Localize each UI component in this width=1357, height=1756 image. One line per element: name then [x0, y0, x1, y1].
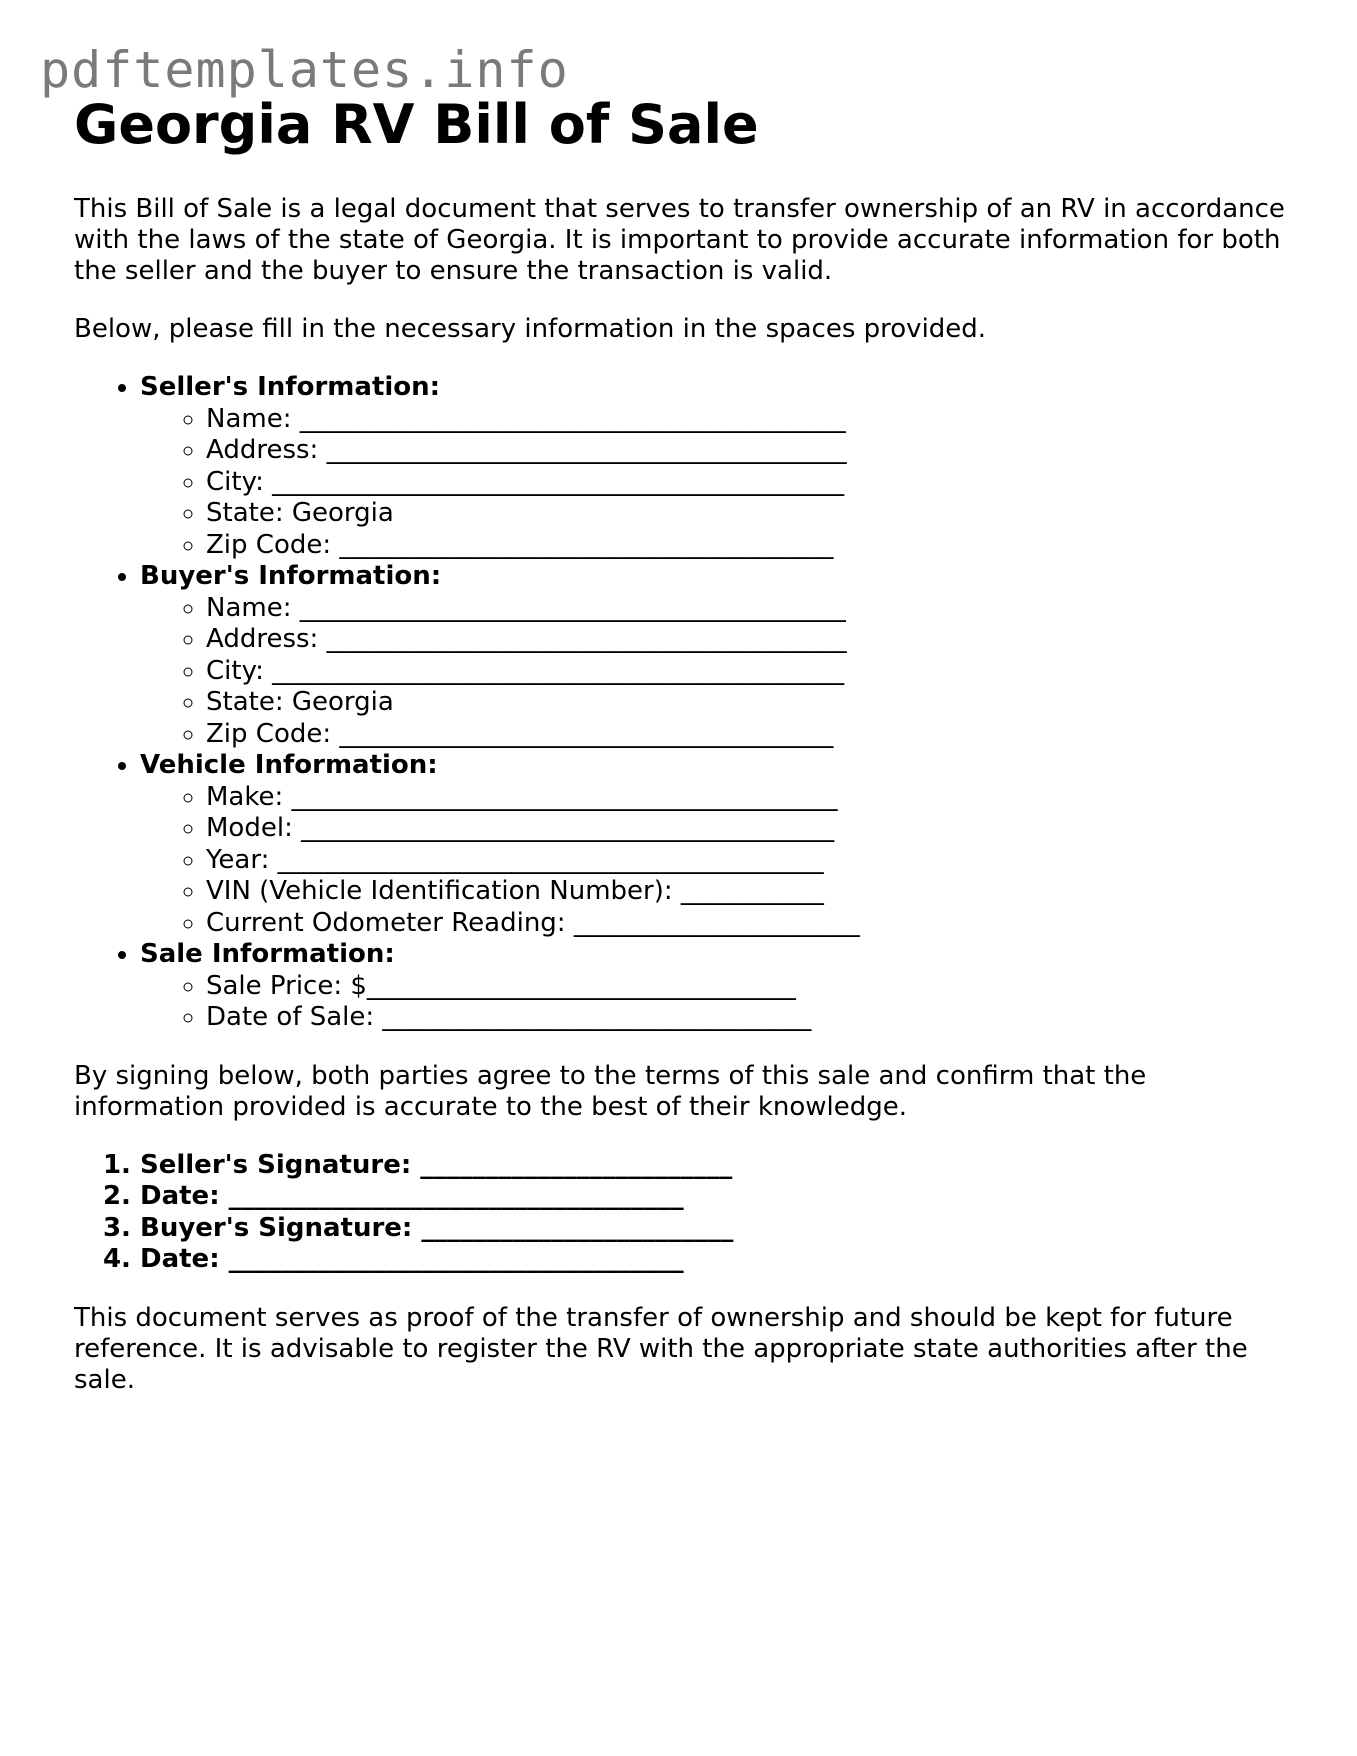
field-model: [206, 813, 1294, 845]
section-title: Buyer's Information:: [140, 561, 442, 591]
signature-blank[interactable]: ___________________________________: [228, 1181, 684, 1211]
field-year: [206, 845, 1294, 877]
field-label: VIN (Vehicle Identification Number):: [206, 876, 681, 906]
fill-in-line[interactable]: __________________________________________: [277, 844, 824, 875]
field-label: Address:: [206, 435, 327, 465]
field-seller-state: [206, 498, 1294, 530]
field-label: Name:: [206, 592, 300, 623]
section-title: Vehicle Information:: [140, 750, 438, 780]
buyer-date-line: [140, 1244, 1294, 1276]
fill-in-line[interactable]: ______________________: [573, 907, 860, 938]
field-label: State: Georgia: [206, 687, 394, 717]
section-vehicle: [140, 750, 1294, 939]
fill-in-line[interactable]: ____________________________________________: [272, 466, 845, 497]
section-title: Seller's Information:: [140, 372, 441, 402]
fill-in-line[interactable]: __________________________________________: [299, 403, 846, 434]
field-list: [140, 782, 1294, 940]
instruction-paragraph: Below, please fill in the necessary information in the spaces provided.: [74, 314, 987, 344]
section-seller: [140, 372, 1294, 561]
seller-signature-line: [140, 1150, 1294, 1182]
field-label: City:: [206, 655, 273, 686]
fill-in-line[interactable]: ______________________________________: [339, 718, 834, 749]
fill-in-line[interactable]: _________________________________________: [301, 813, 835, 843]
field-label: Make:: [206, 781, 292, 812]
field-label: City:: [206, 466, 273, 497]
field-buyer-city: [206, 656, 1294, 688]
field-seller-name: [206, 404, 1294, 436]
section-buyer: [140, 561, 1294, 750]
document-title: Georgia RV Bill of Sale: [74, 93, 759, 156]
signature-blank[interactable]: ________________________: [420, 1149, 733, 1180]
field-buyer-name: [206, 593, 1294, 625]
section-title: Sale Information:: [140, 939, 395, 969]
field-seller-city: [206, 467, 1294, 499]
section-sale: [140, 939, 1294, 1034]
signature-label: Date:: [140, 1244, 229, 1274]
fill-in-line[interactable]: ________________________________________: [326, 624, 847, 654]
field-list: [140, 404, 1294, 562]
signature-blank[interactable]: ________________________: [421, 1212, 734, 1243]
field-buyer-zip: [206, 719, 1294, 751]
fill-in-line[interactable]: __________________________________________: [299, 592, 846, 623]
field-label: Address:: [206, 624, 327, 654]
signature-list: [74, 1150, 1294, 1276]
signature-label: Date:: [140, 1181, 229, 1211]
field-list: [140, 593, 1294, 751]
signature-label: Buyer's Signature:: [140, 1212, 422, 1243]
field-label: Sale Price: $: [206, 970, 367, 1001]
field-label: Current Odometer Reading:: [206, 907, 574, 938]
closing-paragraph: This document serves as proof of the transfer of ownership and should be kept for future reference. It is advisable to register the RV with the appropriate state authorities after the sale.: [74, 1302, 1248, 1395]
field-label: Zip Code:: [206, 529, 340, 560]
fill-in-line[interactable]: _________________________________: [366, 970, 796, 1001]
information-sections: [74, 372, 1294, 1034]
fill-in-line[interactable]: ____________________________________________: [272, 655, 845, 686]
fill-in-line[interactable]: __________________________________________: [291, 781, 838, 812]
field-list: [140, 971, 1294, 1034]
fill-in-line[interactable]: ______________________________________: [339, 529, 834, 560]
field-buyer-address: [206, 624, 1294, 656]
intro-paragraph: This Bill of Sale is a legal document that serves to transfer ownership of an RV in accordance with the laws of the state of Georgia. It is important to provide accurate information for both the seller and the buyer to ensure the transaction is valid.: [74, 194, 1285, 286]
field-label: Year:: [206, 844, 278, 875]
buyer-signature-line: [140, 1213, 1294, 1245]
field-odometer: [206, 908, 1294, 940]
field-label: Name:: [206, 403, 300, 434]
field-seller-zip: [206, 530, 1294, 562]
field-seller-address: [206, 435, 1294, 467]
field-sale-price: [206, 971, 1294, 1003]
fill-in-line[interactable]: ________________________________________: [326, 435, 847, 465]
signature-label: Seller's Signature:: [140, 1149, 421, 1180]
agreement-paragraph: By signing below, both parties agree to the terms of this sale and confirm that the information provided is accurate to the best of their knowledge.: [74, 1060, 1147, 1122]
document-body: [74, 92, 1294, 1423]
seller-date-line: [140, 1181, 1294, 1213]
field-label: State: Georgia: [206, 498, 394, 528]
field-vin: [206, 876, 1294, 908]
field-label: Model:: [206, 813, 302, 843]
field-make: [206, 782, 1294, 814]
watermark: pdftemplates.info: [40, 41, 569, 99]
field-label: Zip Code:: [206, 718, 340, 749]
field-label: Date of Sale:: [206, 1002, 383, 1032]
signature-blank[interactable]: ___________________________________: [228, 1244, 684, 1274]
fill-in-line[interactable]: ___________: [680, 876, 824, 906]
fill-in-line[interactable]: _________________________________: [382, 1002, 812, 1032]
field-buyer-state: [206, 687, 1294, 719]
field-sale-date: [206, 1002, 1294, 1034]
